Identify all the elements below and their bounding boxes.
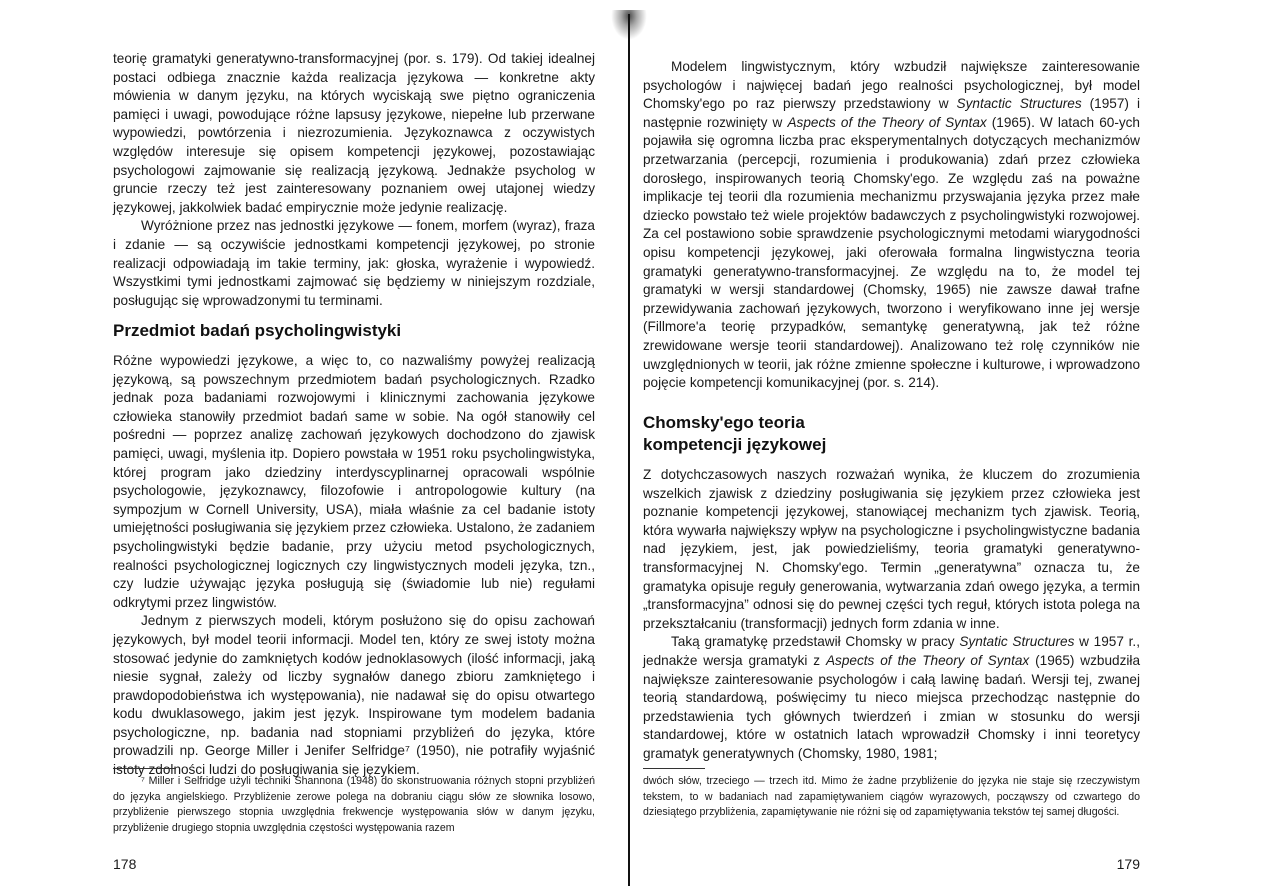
book-title: Aspects of the Theory of Syntax [787, 114, 987, 130]
right-body-top [643, 58, 1140, 393]
footnote-rule [113, 768, 175, 769]
book-title: Syntactic Structures [956, 96, 1082, 112]
section-heading-line: kompetencji językowej [643, 435, 827, 454]
book-spine-fold [628, 14, 630, 886]
paragraph: Modelem lingwistycznym, który wzbudził największe zainteresowanie psychologów i najwięcej badań jego realności psychologicznej, był model Chomsky'ego po raz pierwszy przedstawiony w Syntactic Structures (1957) i następnie rozwinięty w Aspects of the Theory of Syntax (1965). W latach 60-ych pojawiła się ogromna liczba prac eksperymentalnych dotyczących mechanizmów przetwarzania (percepcji, rozumienia i produkowania) zdań przez człowieka dorosłego, inspirowanych teorią Chomsky'ego. Ze względu zaś na poważne implikacje tej teorii dla rozumienia mechanizmu przyswajania języka przez małe dziecko powstało też wiele projektów badawczych z psycholingwistyki rozwojowej. Za cel postawiono sobie sprawdzenie psychologicznymi metodami wiarygodności opisu kompetencji językowej, jaki oferowała formalna lingwistyczna teoria gramatyki generatywno-transformacyjnej. Ze względu na to, że model tej gramatyki w wersji standardowej (Chomsky, 1965) nie zawsze dawał trafne przewidywania zachowań językowych, tworzono i weryfikowano inne jej wersje (Fillmore'a teorię przypadków, semantykę generatywną, jak też różne zrewidowane wersje teorii standardowej). Analizowano też rolę czynników nie uwzględnionych w teorii, jak różne zmienne społeczne i kulturowe, i wprowadzono pojęcie kompetencji komunikacyjnej (por. s. 214). [643, 59, 1140, 391]
page-number: 178 [113, 856, 137, 872]
paragraph: teorię gramatyki generatywno-transformacyjnej (por. s. 179). Od takiej idealnej postaci odbiega znacznie każda realizacja językowa — konkretne akty mówienia w danym języku, na których wyciskają swe piętno ograniczenia pamięci i uwagi, powodujące różne lapsusy językowe, niepełne lub przerwane wypowiedzi, powtórzenia i niezrozumienia. Językoznawca z oczywistych względów interesuje się opisem kompetencji językowej, pozostawiając psychologowi zajmowanie się realizacją językową. Jednakże psycholog w gruncie rzeczy też jest zainteresowany poznaniem owej utajonej wiedzy językowej, jakkolwiek badać empirycznie może jedynie realizację. [113, 51, 595, 215]
left-footnote-area [113, 768, 595, 836]
paragraph: Wyróżnione przez nas jednostki językowe — fonem, morfem (wyraz), fraza i zdanie — są oczywiście jednostkami kompetencji językowej, po stronie realizacji odpowiadają im takie terminy, jak: głoska, wyrażenie i wypowiedź. Wszystkimi tymi jednostkami zajmować się będziemy w niniejszym rozdziale, posługując się wprowadzonymi tu terminami. [113, 218, 595, 308]
section-heading-line: Chomsky'ego teoria [643, 413, 805, 432]
book-title: Syntatic Structures [959, 634, 1075, 650]
paragraph: Jednym z pierwszych modeli, którym posłużono się do opisu zachowań językowych, był model teorii informacji. Model ten, który ze swej istoty można stosować jedynie do zamkniętych kodów jednoklasowych (ilość informacji, jaką niesie sygnał, zależy od liczby sygnałów danego zbioru zamkniętego i prawdopodobieństwa ich występowania), nie nadawał się do opisu otwartego kodu dwuklasowego, jakim jest język. Inspirowane tym modelem badania psychologiczne, np. badania nad stopniami przybliżeń do języka, które prowadzili np. George Miller i Jenifer Selfridge⁷ (1950), nie potrafiły wyjaśnić istoty zdolności ludzi do posługiwania się językiem. [113, 613, 595, 778]
right-section-body [643, 466, 1140, 764]
section-heading: Przedmiot badań psycholingwistyki [113, 321, 402, 340]
page-number: 179 [1116, 856, 1140, 872]
right-section [643, 412, 1140, 456]
left-section [113, 320, 595, 342]
book-title: Aspects of the Theory of Syntax [825, 652, 1030, 668]
paragraph: Taką gramatykę przedstawił Chomsky w pracy Syntatic Structures w 1957 r., jednakże wersja gramatyki z Aspects of the Theory of Syntax (1965) wzbudziła największe zainteresowanie psychologów i całą lawinę badań. Wersji tej, zwanej teorią standardową, poświęcimy tu nieco miejsca przechodząc następnie do przedstawienia tych głównych twierdzeń i zmian w stosunku do wersji standardowej, które w ostatnich latach wprowadził Chomsky i inni teoretycy gramatyk generatywnych (Chomsky, 1980, 1981; [643, 634, 1140, 761]
left-section-body [113, 352, 595, 780]
footnote: dwóch słów, trzeciego — trzech itd. Mimo że żadne przybliżenie do języka nie staje się rzeczywistym tekstem, to w badaniach nad zapamiętywaniem ciągów wyrazowych, począwszy od czwartego do dziesiątego przybliżenia, zapamiętywanie nie różni się od zapamiętywania tekstów tej samej długości. [643, 775, 1140, 818]
footnote: ⁷ Miller i Selfridge użyli techniki Shannona (1948) do skonstruowania różnych stopni przybliżeń do języka angielskiego. Przybliżenie zerowe polega na dobraniu ciągu słów ze słownika losowo, przybliżenie pierwszego stopnia uwzględnia frekwencje występowania słów w danym języku, przybliżenie drugiego stopnia uwzględnia częstości występowania razem [113, 775, 595, 834]
paragraph: Różne wypowiedzi językowe, a więc to, co nazwaliśmy powyżej realizacją językową, są powszechnym przedmiotem badań psychologicznych. Rzadko jednak poza badaniami rozwojowymi i klinicznymi zachowania językowe człowieka stanowiły przedmiot badań same w sobie. Na ogół stanowiły cel pośredni — poprzez analizę zachowań językowych dochodzono do zjawisk pamięci, uwagi, myślenia itp. Dopiero powstała w 1951 roku psycholingwistyka, której program jako dziedziny interdyscyplinarnej opracowali wspólnie psychologowie, językoznawcy, filozofowie i antropologowie kultury (na sympozjum w Cornell University, USA), miała właśnie za cel badanie istoty umiejętności posługiwania się językiem przez człowieka. Ustalono, że zadaniem psycholingwistyki będzie badanie, przy użyciu metod psychologicznych, realności psychologicznej logicznych czy lingwistycznych modeli języka, tzn., czy ludzie używając języka posługują się (świadomie lub nie) regułami odkrytymi przez lingwistów. [113, 353, 595, 610]
footnote-rule [643, 768, 705, 769]
paragraph: Z dotychczasowych naszych rozważań wynika, że kluczem do zrozumienia wszelkich zjawisk z dziedziny posługiwania się językiem przez człowieka jest poznanie kompetencji językowej, stanowiącej mechanizm tych zjawisk. Teorią, która wywarła największy wpływ na psychologiczne i psycholingwistyczne badania nad językiem, jest, jak powiedzieliśmy, teoria gramatyki generatywno-transformacyjnej N. Chomsky'ego. Termin „generatywna” oznacza tu, że gramatyka opisuje reguły generowania, wytwarzania zdań owego języka, a termin „transformacyjna” odnosi się do pewnej części tych reguł, których istota polega na przekształcaniu (transformacji) jednych form zdania w inne. [643, 467, 1140, 631]
left-body-top [113, 50, 595, 310]
right-footnote-area [643, 768, 1140, 821]
